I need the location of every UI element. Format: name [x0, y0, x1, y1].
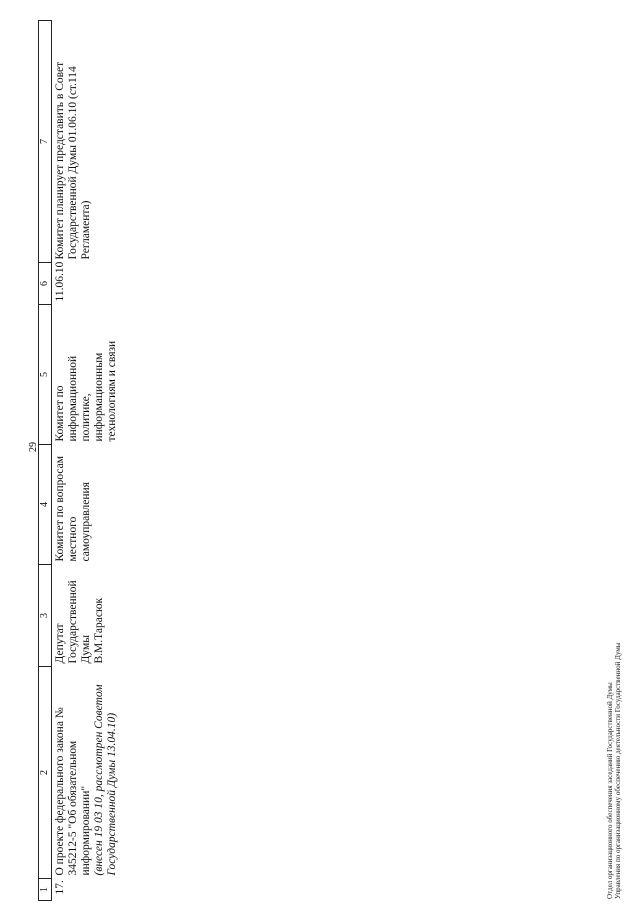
bill-note: (внесен 19 03 10, рассмотрен Советом Государственной Думы 13.04.10) [93, 684, 118, 876]
bill-cell [52, 667, 120, 879]
column-header: 5 [39, 305, 52, 445]
responsible-committee-cell: Комитет по вопросам местного самоуправления [52, 445, 120, 565]
bills-table [38, 20, 119, 901]
footer [606, 643, 622, 899]
remark-cell: Комитет планирует представить в Совет Государственной Думы 01.06.10 (ст.114 Регламента) [52, 21, 120, 263]
column-header: 3 [39, 565, 52, 667]
row-number: 17. [52, 879, 120, 901]
column-header: 6 [39, 263, 52, 305]
page-number: 29 [28, 442, 39, 452]
co-committee-cell: Комитет по информационной политике, информационным технологиям и связи [52, 305, 120, 445]
footer-line: Управления по организационному обеспечению деятельности Государственной Думы [614, 642, 622, 899]
table-header-row [39, 21, 52, 901]
column-header: 4 [39, 445, 52, 565]
table-row [52, 21, 120, 901]
column-header: 2 [39, 667, 52, 879]
date-cell: 11.06.10 [52, 263, 120, 305]
column-header: 7 [39, 21, 52, 263]
column-header: 1 [39, 879, 52, 901]
author-cell: Депутат Государственной Думы В.М.Тарасюк [52, 565, 120, 667]
bill-title: О проекте федерального закона № 345212-5 "Об обязательном информировании" [54, 707, 92, 876]
footer-line: Отдел организационного обеспечения заседаний Государственной Думы [606, 682, 614, 899]
